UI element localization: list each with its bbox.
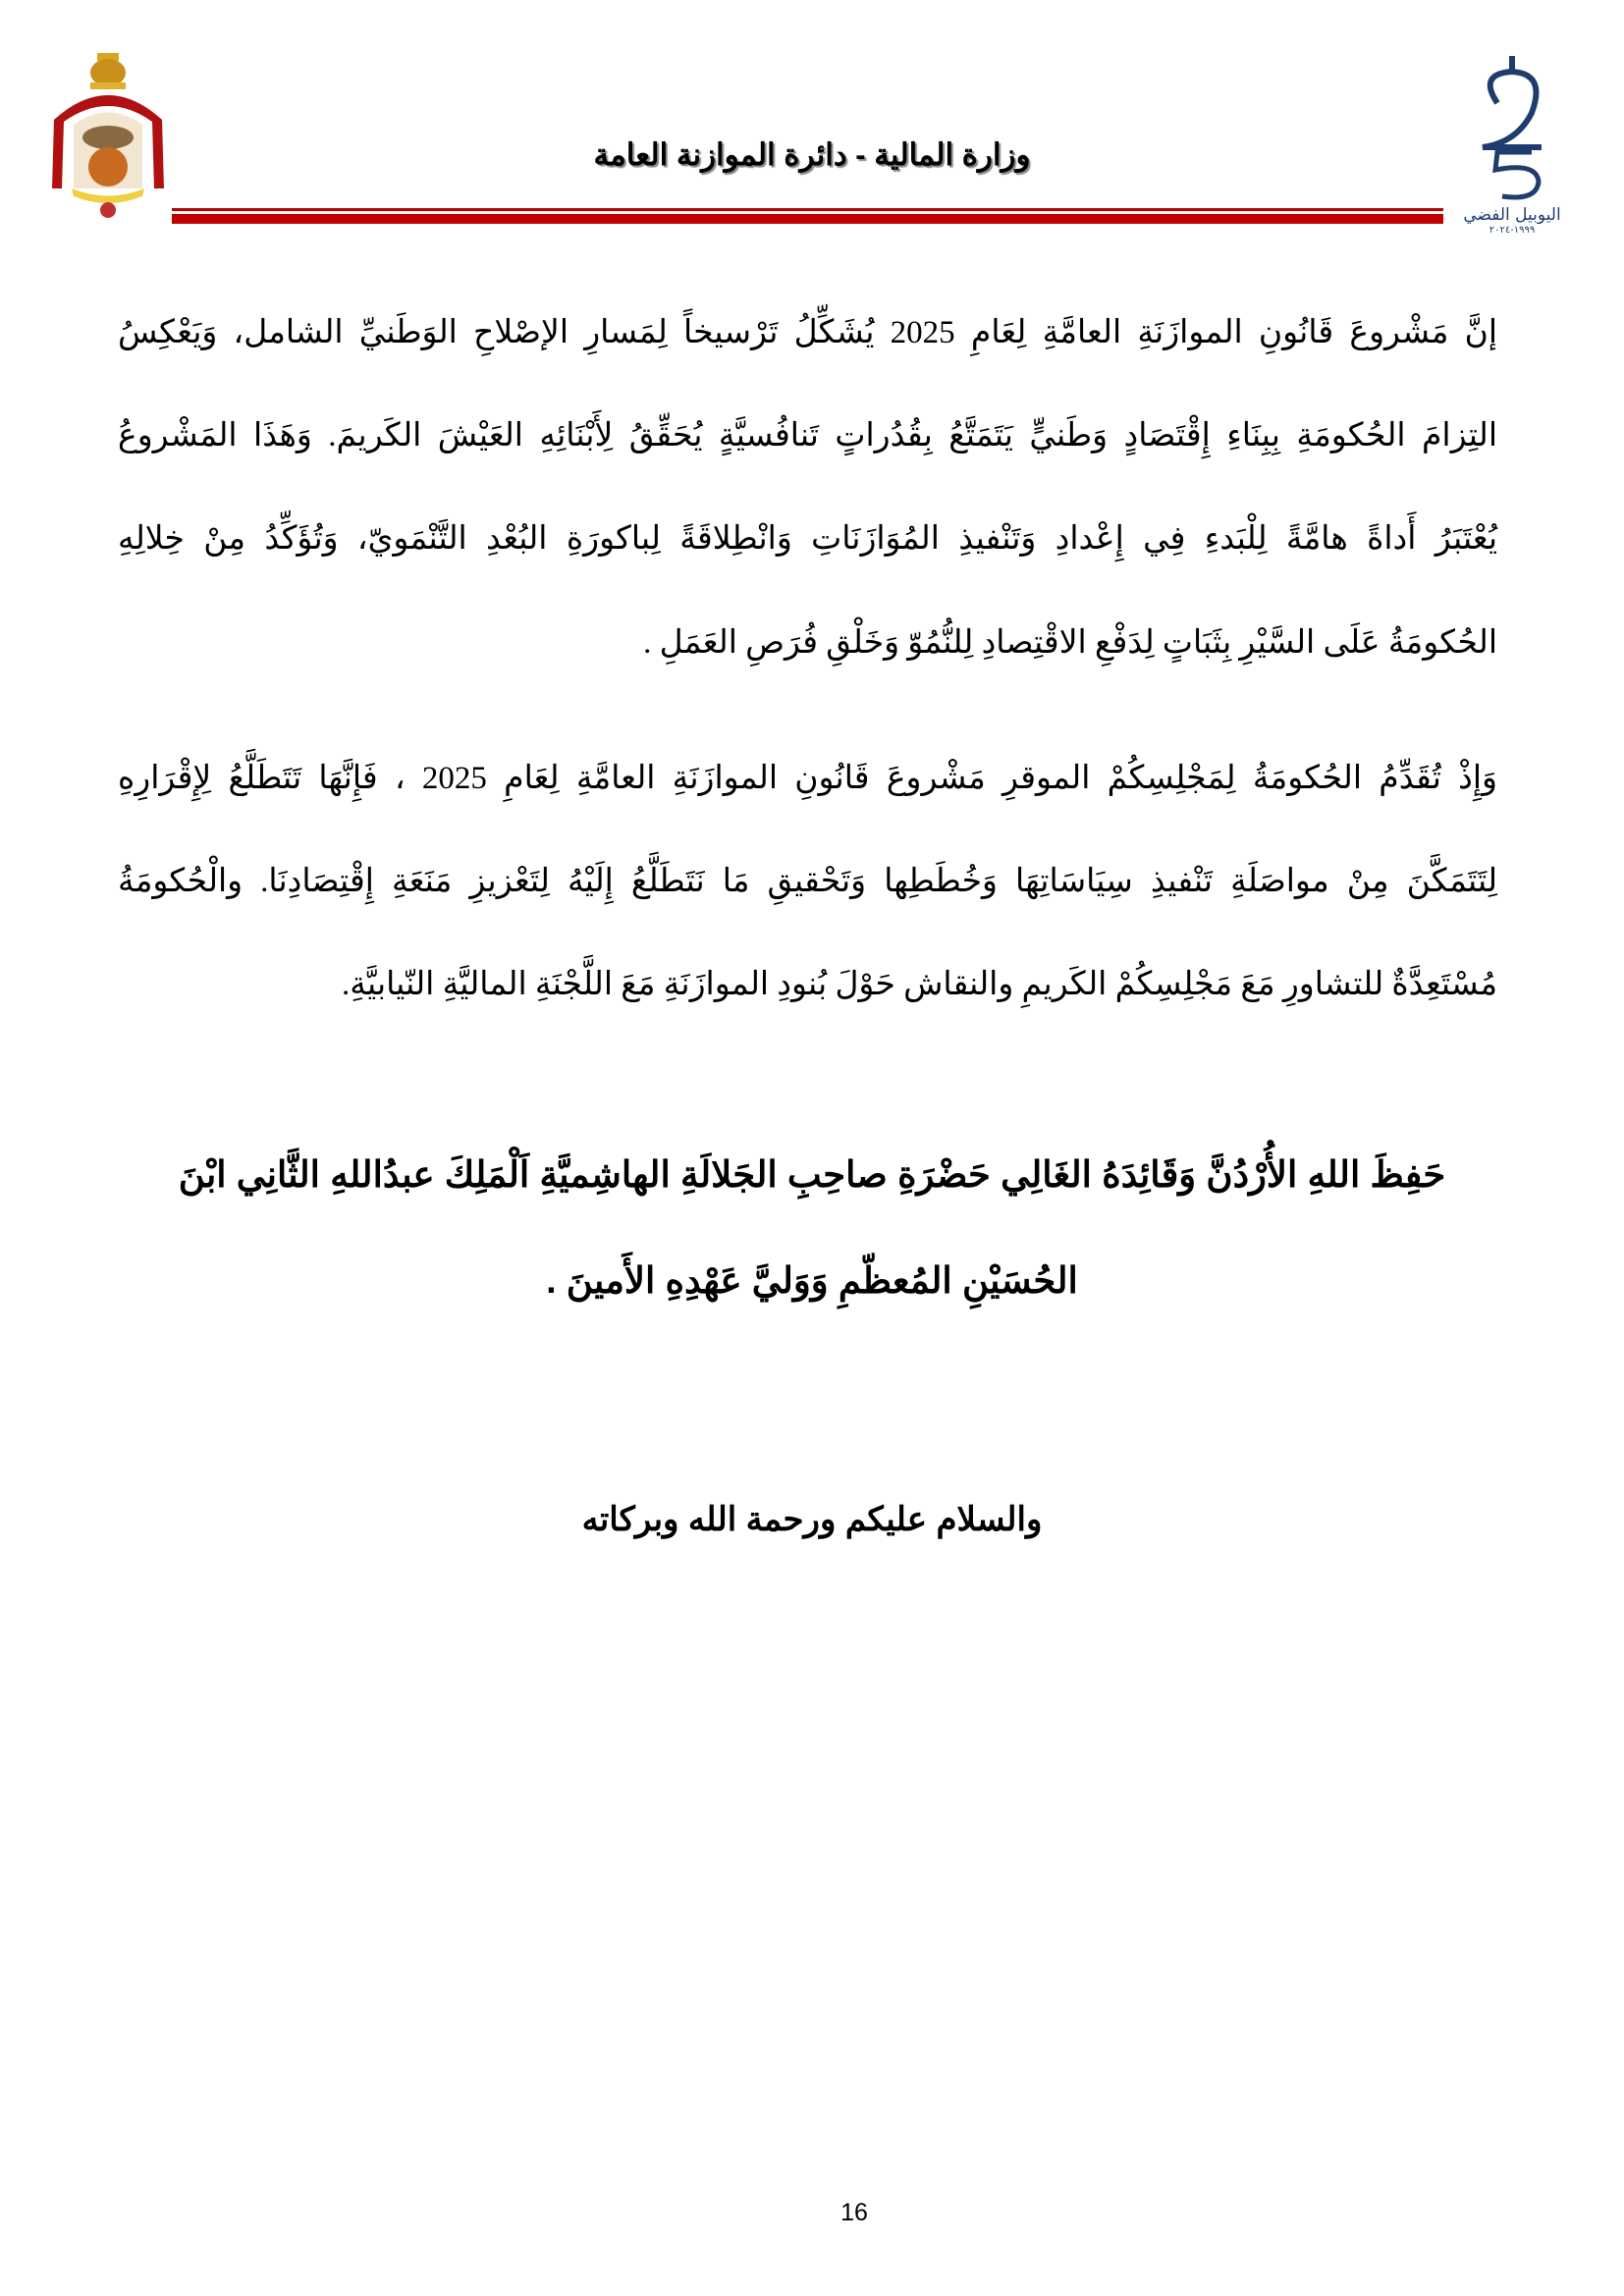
paragraph-line: يُعْتَبَرُ أَداةً هامَّةً لِلْبَدءِ فِي إِعْدادِ وَتَنْفيذِ المُوَازَنَاتِ وَانْطِلاقَةً لِباكورَةِ البُعْدِ التَّنْمَويّ، وَتُؤَكِّدُ مِنْ خِلالِهِ — [118, 521, 1497, 557]
jubilee-logo-years: ١٩٩٩-٢٠٢٤ — [1489, 225, 1536, 236]
paragraph-line: الحُكومَةُ عَلَى السَّيْرِ بِثَبَاتٍ لِدَفْعِ الاقْتِصادِ لِلنُّمُوّ وَخَلْقِ فُرَصِ العَمَلِ . — [643, 625, 1497, 661]
prayer-line: الحُسَيْنِ المُعظّمِ وَوَليَّ عَهْدِهِ الأَمينَ . — [546, 1260, 1078, 1301]
header-divider — [172, 208, 1443, 226]
jubilee-logo-text: اليوبيل الفضي — [1463, 205, 1561, 225]
silver-jubilee-logo — [1458, 54, 1566, 255]
header-title: وزارة المالية - دائرة الموازنة العامة — [593, 137, 1031, 172]
paragraph-line: لِتَتَمَكَّنَ مِنْ مواصَلَةِ تَنْفيذِ سِيَاسَاتِهَا وَخُطَطِها وَتَحْقيقِ مَا نَتَطَلَّعُ إِلَيْهُ لِتَعْزيزِ مَنَعَةِ إِقْتِصَادِنَا. والْحُكومَةُ — [118, 864, 1497, 899]
paragraph-line: وَإِذْ تُقَدِّمُ الحُكومَةُ لِمَجْلِسِكُمْ الموقرِ مَشْروعَ قَانُونِ الموازَنَةِ العامَّةِ لِعَامِ 2025 ، فَإِنَّهَا تَتَطَلَّعُ لِإِقْرَارِهِ — [118, 761, 1497, 796]
closing-greeting: والسلام عليكم ورحمة الله وبركاته — [581, 1501, 1043, 1538]
paragraph-line: التِزامَ الحُكومَةِ بِبِنَاءِ إِقْتَصَادٍ وَطَنيٍّ يَتَمَتَّعُ بِقُدُراتٍ تَنافُسيَّةٍ يُحَقِّقُ لِأَبْنَائِهِ العَيْشَ الكَريمَ. وَهَذَا المَشْروعُ — [118, 418, 1497, 454]
prayer-line: حَفِظَ اللهِ الأُرْدُنَّ وَقَائِدَهُ الغَالِي حَضْرَةِ صاحِبِ الجَلالَةِ الهاشِميَّةِ اَلْمَلِكَ عبدُاللهِ الثَّانِي ابْنَ — [178, 1154, 1446, 1195]
paragraph-line: إنَّ مَشْروعَ قَانُونِ الموازَنَةِ العامَّةِ لِعَامِ 2025 يُشَكِّلُ تَرْسيخاً لِمَسارِ الإصْلاحِ الوَطَنيِّ الشامل، وَيَعْكِسُ — [118, 315, 1497, 350]
paragraph-line: مُسْتَعِدَّةٌ للتشاورِ مَعَ مَجْلِسِكُمْ الكَريمِ والنقاش حَوْلَ بُنودِ الموازَنَةِ مَعَ اللَّجْنَةِ الماليَّةِ النّيابيَّةِ. — [342, 967, 1497, 1002]
page-number: 16 — [840, 2199, 868, 2226]
